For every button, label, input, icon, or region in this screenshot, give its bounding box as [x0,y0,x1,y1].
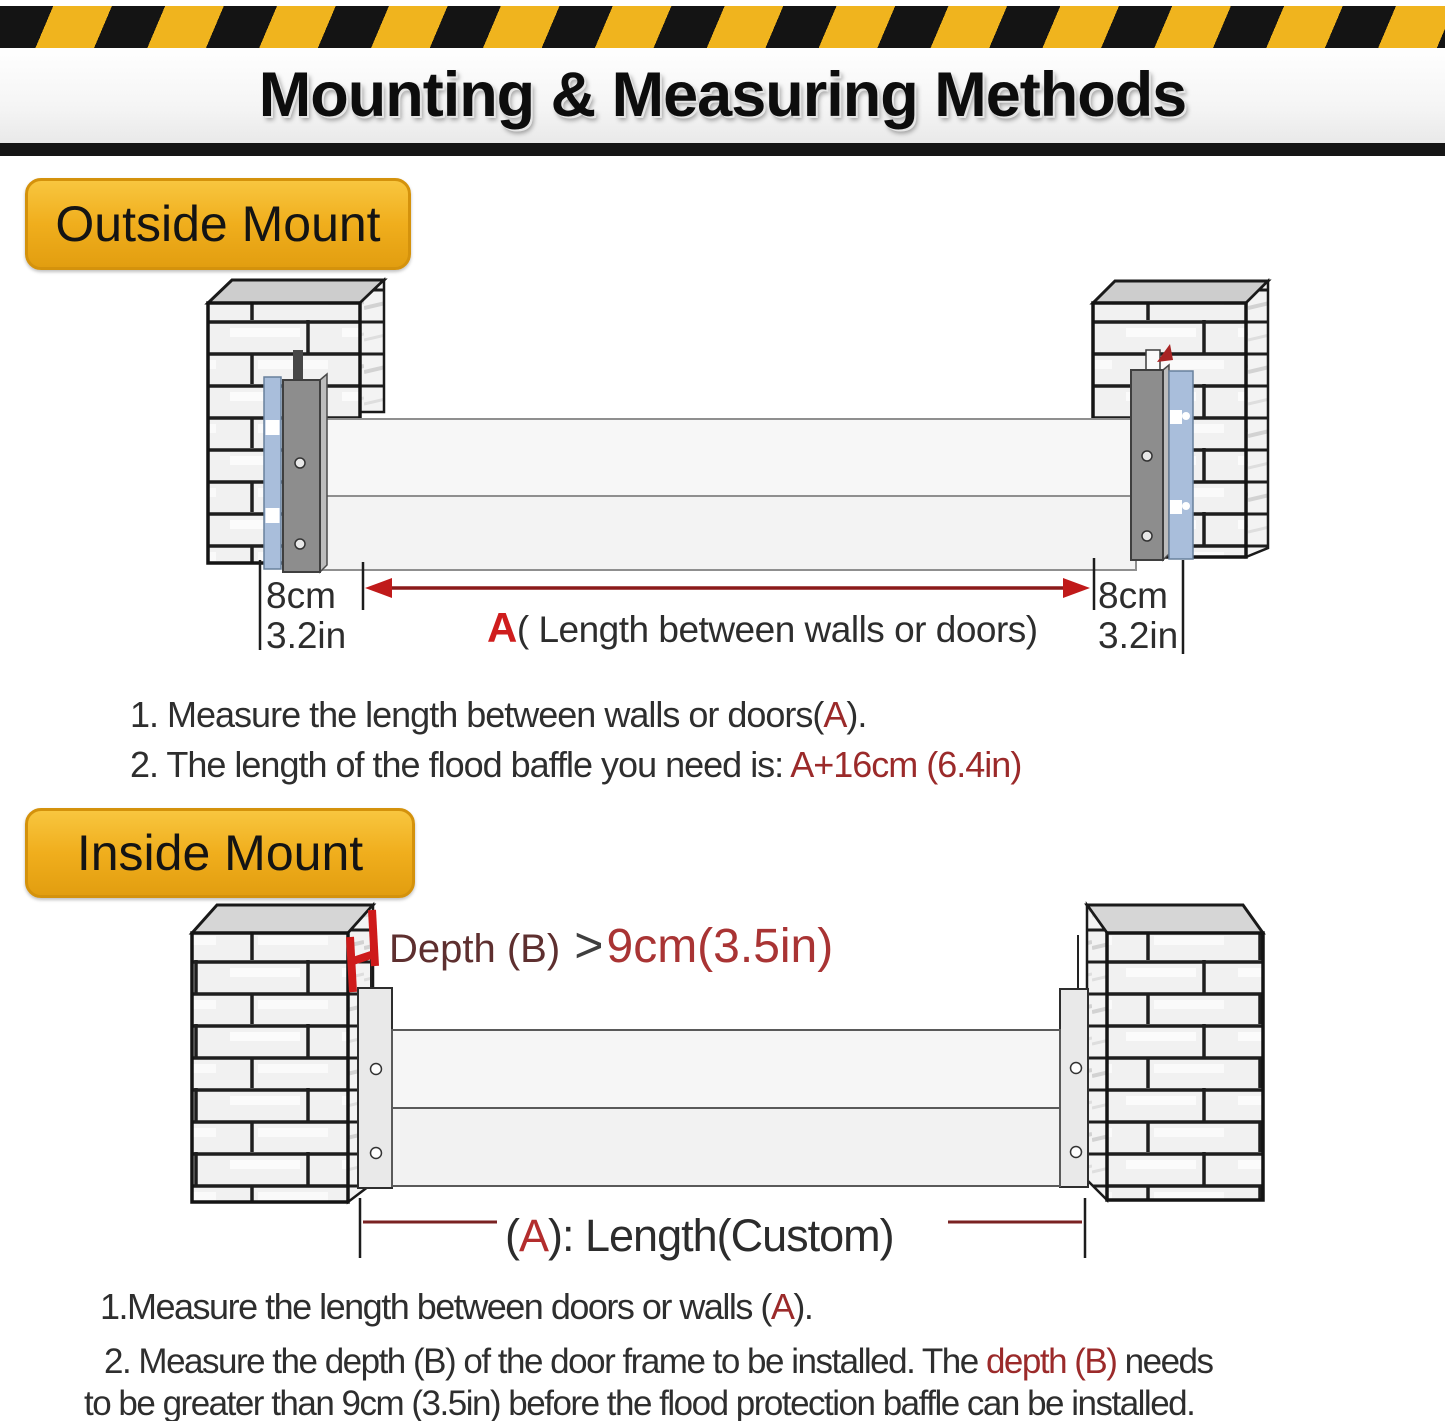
inside-mount-badge [25,808,415,898]
outside-mount-badge-label: Outside Mount [55,196,381,252]
banner-divider [0,143,1445,156]
right-seal-strip [1169,371,1193,559]
outside-step-1-em: A [823,694,847,735]
custom-length-a: A [519,1210,549,1261]
left-seal-strip [264,377,281,569]
left-mounting-channel [283,374,327,572]
right-offset-in: 3.2in [1098,615,1179,656]
length-arrow-label-text: ( Length between walls or doors) [516,609,1038,650]
left-offset-label [266,576,346,656]
inside-mount-badge-label: Inside Mount [76,825,364,881]
right-offset-label [1098,576,1178,656]
custom-length-open: ( [505,1210,519,1261]
inside-step-2-em: depth (B) [985,1342,1117,1381]
outside-step-1-end: ). [846,694,867,735]
anchor-slot [293,350,303,382]
inside-step-1-em: A [770,1286,794,1327]
outside-step-2 [130,744,1021,786]
custom-length-text: ): Length(Custom) [548,1210,894,1261]
inside-step-1-end: ). [793,1286,813,1327]
inside-baffle-panels [392,1030,1060,1186]
length-arrow-label-a: A [487,604,517,651]
inside-step-2 [104,1342,1213,1382]
inside-step-1-text: 1.Measure the length between doors or walls ( [100,1286,771,1327]
outside-step-1 [130,694,866,736]
depth-label-value: 9cm(3.5in) [606,920,834,973]
length-arrow-label [487,604,1038,652]
title-banner [0,48,1445,143]
outside-step-2-em: A+16cm (6.4in) [790,744,1022,785]
page-title: Mounting & Measuring Methods [258,60,1187,130]
length-arrow [365,578,1090,598]
left-offset-in: 3.2in [266,615,347,656]
inside-step-2-cont-text: to be greater than 9cm (3.5in) before the flood protection baffle can be installed. [84,1384,1195,1421]
right-offset-cm: 8cm [1098,575,1168,616]
depth-label-name: Depth (B) [389,927,572,971]
inside-step-2-text: 2. Measure the depth (B) of the door frame to be installed. The [104,1342,986,1381]
depth-label [389,916,833,974]
custom-length-label [505,1210,894,1262]
inside-step-2-cont [84,1384,1194,1421]
inside-left-pillar [192,905,373,1202]
inside-right-pillar [1087,905,1263,1200]
outside-mount-badge [25,178,411,270]
left-offset-cm: 8cm [266,575,336,616]
outside-step-2-text: 2. The length of the flood baffle you need is: [130,744,791,785]
right-inside-channel [1060,935,1088,1187]
inside-step-1 [100,1286,812,1328]
right-mounting-channel [1131,365,1169,560]
greater-than-sign: > [574,917,604,973]
outside-step-1-text: 1. Measure the length between walls or doors( [130,694,824,735]
outside-baffle-panels [318,419,1136,570]
inside-step-2-end: needs [1116,1342,1213,1381]
caution-stripe-banner [0,6,1445,48]
